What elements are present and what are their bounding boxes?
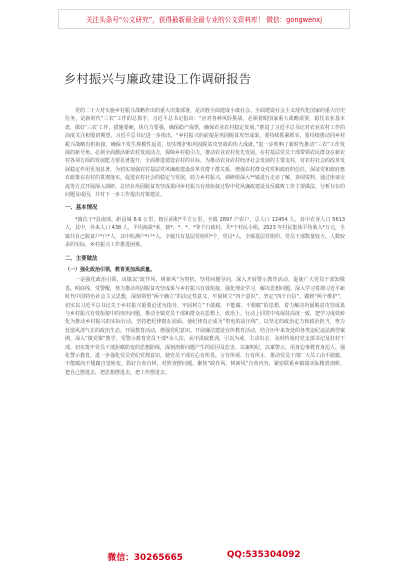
promo-banner: [58, 9, 350, 29]
intro-paragraph: 党的二十大对实施乡村振兴战略作出的重大决策部署，是决胜全面建成小康社会、全面建设社会主义现代化国家的重大历史任务，是新时代“三农”工作的总抓手。习近平总书记指出：“应对各种风险挑战，必须着眼国家重大战略需要，稳住农业基本盘，做好‘三农’工作，措施要硬，执行力要强，确保稳产保供，确保农业农村稳定发展。”推进了习近平总书记对农业农村工作的高度关注和殷切期望。习近平总书记进一步指出，“乡村振兴的前提是巩固脱贫攻坚成果，要持续抓紧抓实，要持续推动同乡村振兴战略有机衔接，确保不发生规模性返贫，切实维护和巩固脱贫攻坚战的伟大成就。”进一步吹响了新时代推动“三农”工作发展的新号角。必须全面激活新农村发展活力，保障乡村稳引力，推动农业农村优先发展。在村基层党员干部带领农民群众在新农村各项方面的发展能力要显著提升，全面推进建设农村的目标，为推动农业农村经济社会发展的主要支柱，对农村社会的改革发展稳定作用更加显著。为切实加强农村基层党风廉政建设改革党群干群关系，增强农村群众对党和政府的信任，保证党和政府惠农政策在农村的贯彻落实，促进农村社会的稳定与发展，助力乡村振兴，调研组深入**镇进行走访了解，查阅资料，通过座谈交流等方式开展深入调研，总结在巩固脱贫攻坚成果同乡村振兴有效衔接过程中党风廉政建设及反腐败工作主要做法，分析存在的问题及成因，并对下一步工作提出对策建议。: [65, 108, 345, 199]
section-heading-basic-situation: 一、基本情况: [65, 205, 98, 212]
promo-banner-text: 关注头条号“公文研究”，获得最新最全最专业的公文资料库！ 微信：gongwenxj: [85, 16, 323, 24]
subsection-heading-political-guidance: （一）强化政治引领，教育更加高质量。: [65, 266, 156, 273]
contact-footer: [0, 550, 408, 564]
qq-contact: QQ:535304092: [226, 550, 301, 560]
section-heading-main-practices: 二、主要做法: [65, 255, 98, 262]
basic-situation-paragraph: *镇位于*县南部，距县城 8.6 公里，辖区面积*平方公里，全镇 2897 户农户，总人口 12454 人，其中农业人口 5613 人，其中，外来人口 438 人，平均海拔*米，辖*、*、*、*等个行政村。共*个村民小组。2023 年村民集体平均收入*万元，全镇共有已脱贫户*户*人，其中监测户*户*人。全镇共有基层党组织*个，党员*人，全镇基层党组织、党员干部数量较大、人数较多的实际，乡村振兴工作推进困难。: [65, 216, 345, 249]
document-title: 乡村振兴与廉政建设工作调研报告: [64, 72, 252, 86]
main-practices-paragraph: 一是强化政治引领。该镇以“政作风、树新风”为契机，坚持问题导向，深入开展警示教育活动，促使广大党员干部知敬畏、明底线、受警醒，努力推动巩固脱贫攻坚成果与乡村振兴有效衔接，强化理论学习，解决思想问题。深入学习贯彻习近平新时代中国特色社会主义思想，深刻领悟“两个确立”的决定性意义，牢固树立“四个意识”，坚定“四个自信”，做到“两个维护”，切实以习近平总书记关于乡村振兴重要论述为指导，牢固树立“不敢腐、不能腐、不想腐”的思想，着力解决巩固脱贫攻坚成果与乡村振兴有效衔接中的突出问题，推动全镇党员干部和群众在思想上、政治上、行动上同党中央保持高度一致，把学习成效转化为推动乡村振兴的实际行动。坚持把纪律挺在前面，使纪律真正成为“带电的高压线”，以坚定的政治定力和政治担当，努力营造风清气正的政治生态，开展教育活动，增强党纪意识。开展廉洁建设宣传教育活动，结合历年来查处的各类违纪违法典型案例，深入“微党课”教学，受警示教育党员干部*余人次，从中汲取教训，引以为戒。主动出击，及时约谈村党支部书记及驻村干部，切实筑牢党员干部拒腐防变的思想防线，深刻剖析问题产生的原因及危害。以案明纪，以案警示，用身边事教育身边人。强化警示教育，进一步强化党员党纪党规意识，使党员干部在心有所畏、言有所戒、行有所止，推动党员干部厂大员工由不敢腐、不能腐向不想腐自觉转变。抓好自查自纠，对照查摆问题。聚焦“政作风、树新风”自查内容，紧密联系乡镇端实际精准剖析，把自己摆进去，把思想摆进去，把工作摆进去。: [65, 277, 345, 376]
wechat-contact: 微信：30265665: [107, 553, 183, 563]
document-body: [65, 107, 345, 542]
